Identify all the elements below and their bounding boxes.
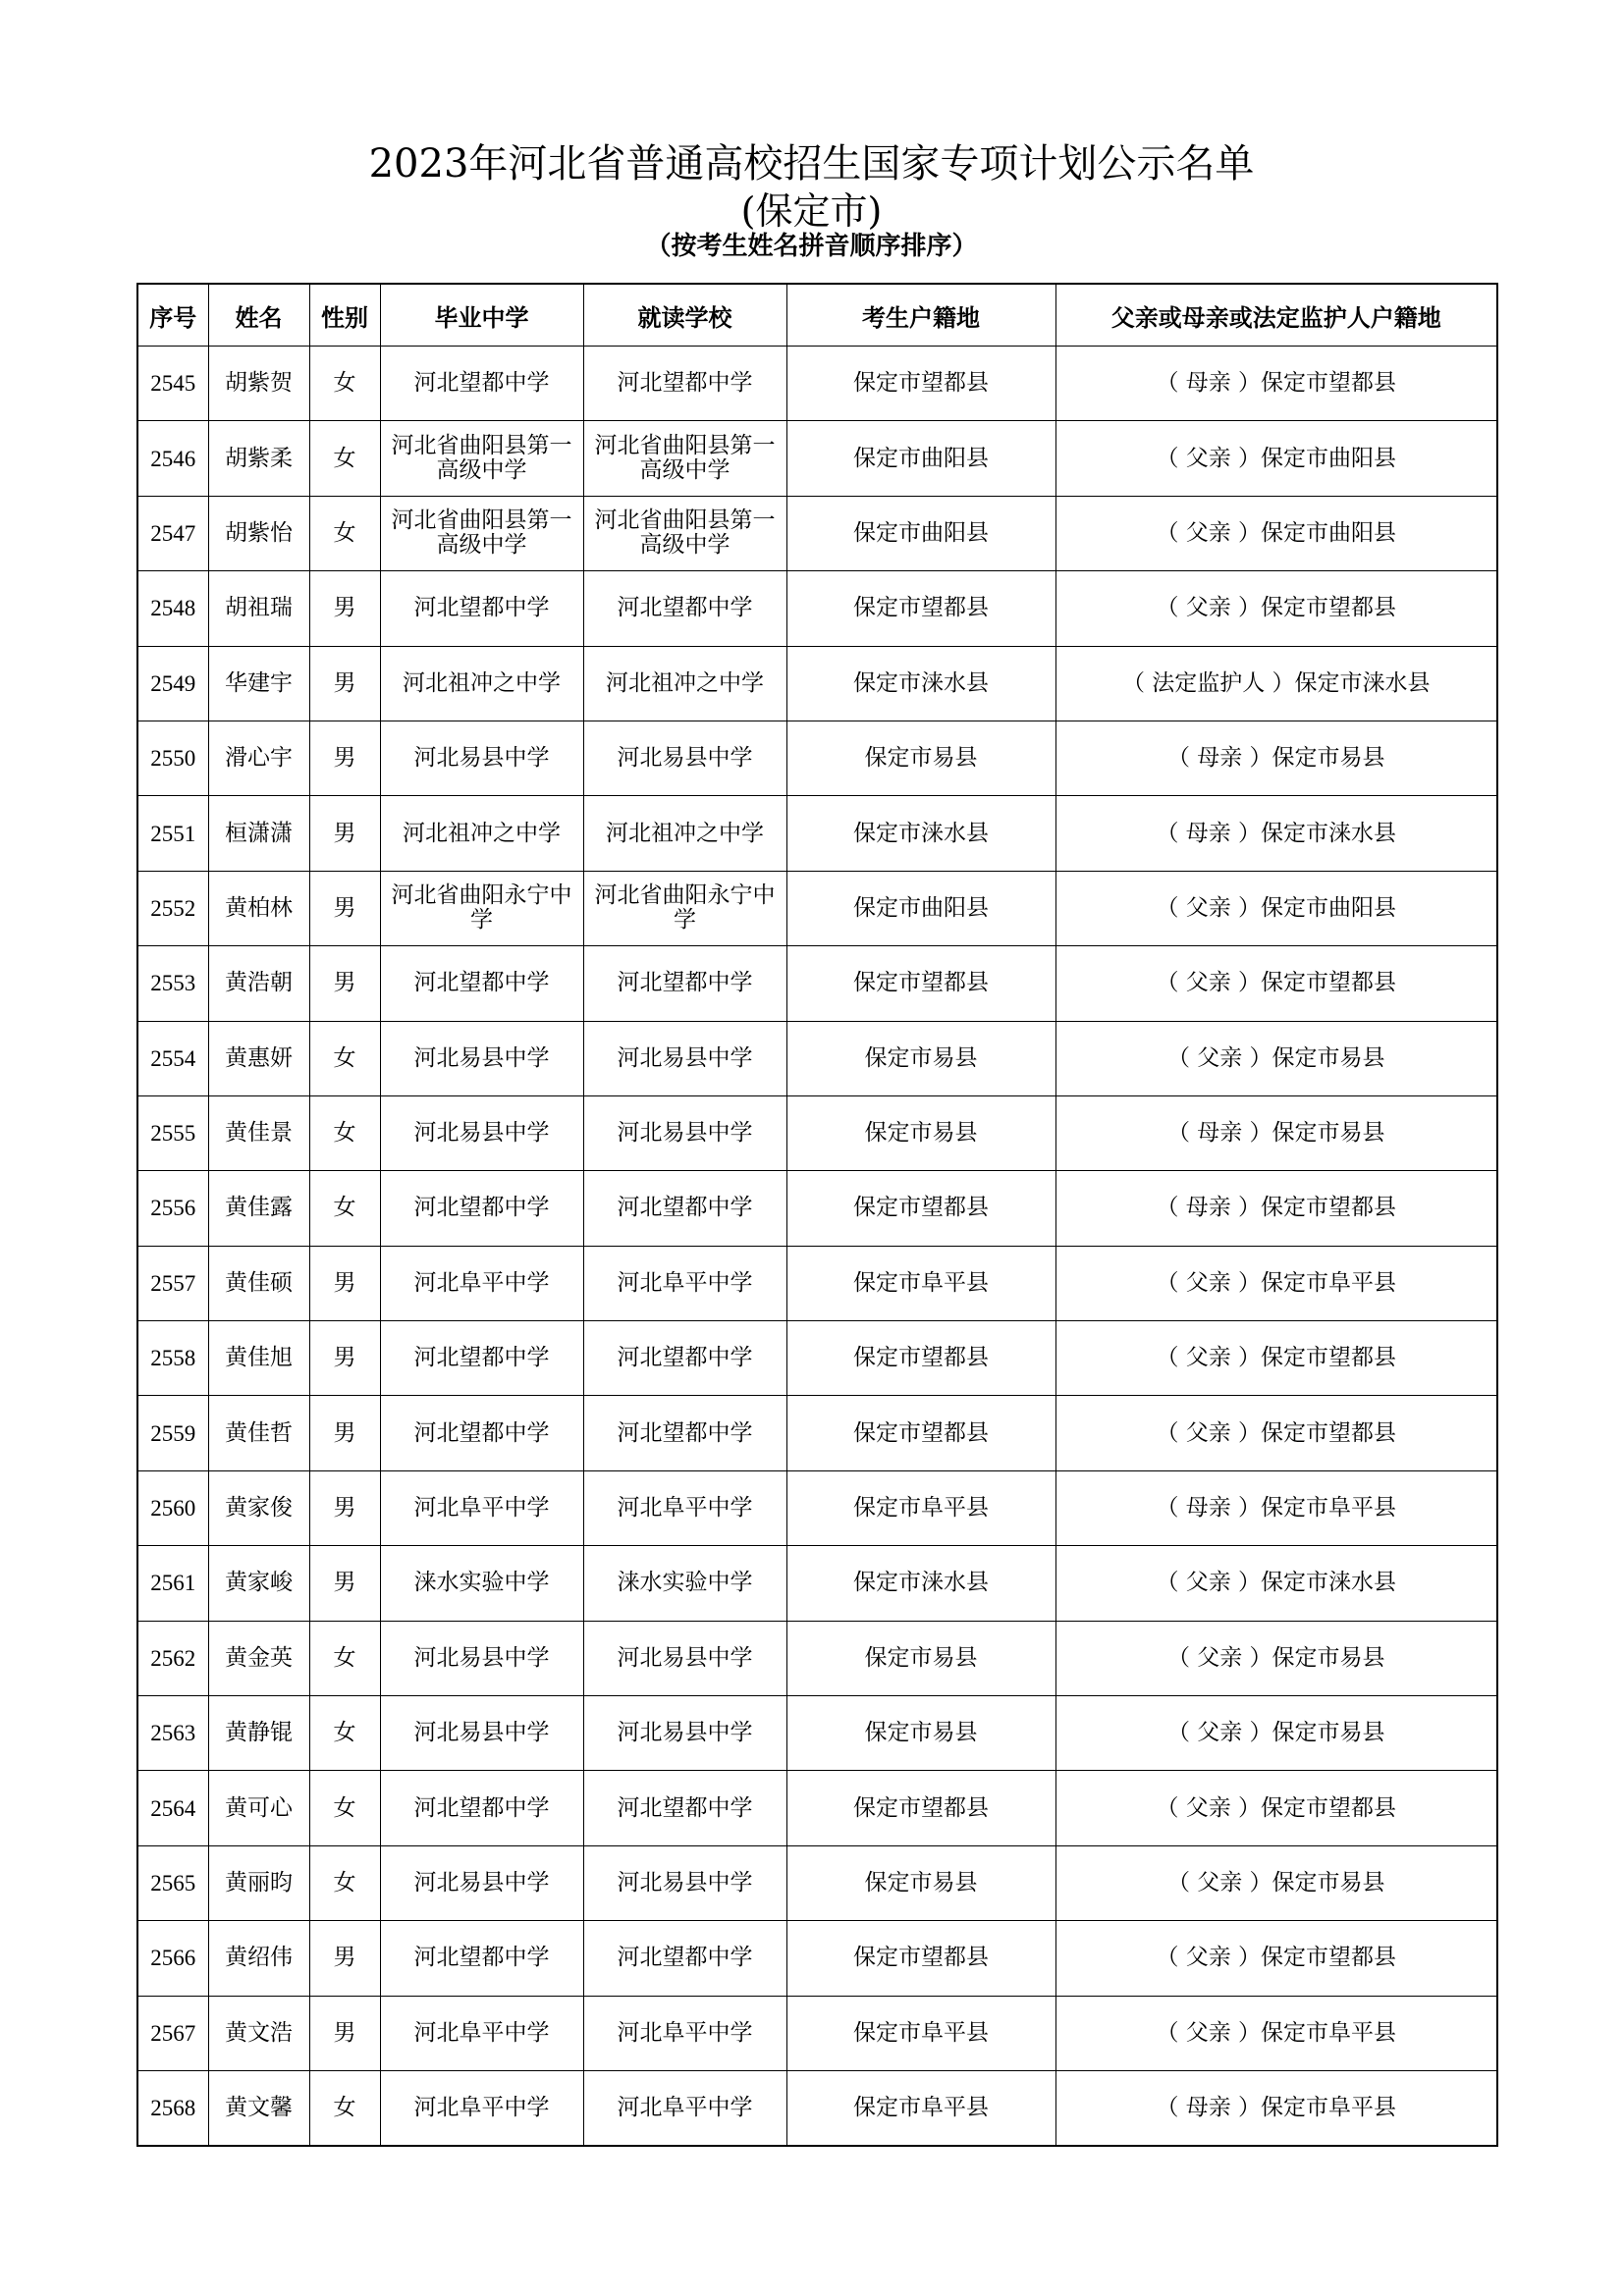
header-guardian: 父亲或母亲或法定监护人户籍地 <box>1055 284 1497 347</box>
cell-seq: 2556 <box>137 1171 208 1246</box>
cell-seq: 2559 <box>137 1396 208 1470</box>
cell-name: 黄家峻 <box>208 1546 309 1621</box>
cell-grad-school: 河北易县中学 <box>380 1696 583 1771</box>
table-row <box>137 1470 1497 1545</box>
cell-gender: 女 <box>309 1171 380 1246</box>
table-row <box>137 1171 1497 1246</box>
table-row <box>137 1246 1497 1320</box>
cell-seq: 2562 <box>137 1621 208 1695</box>
cell-grad-school: 河北易县中学 <box>380 1621 583 1695</box>
cell-seq: 2551 <box>137 796 208 871</box>
cell-seq: 2563 <box>137 1696 208 1771</box>
cell-gender: 男 <box>309 1246 380 1320</box>
table-row <box>137 421 1497 496</box>
cell-grad-school: 河北阜平中学 <box>380 1470 583 1545</box>
cell-guardian: （ 父亲 ）保定市涞水县 <box>1055 1546 1497 1621</box>
cell-household: 保定市易县 <box>786 1095 1055 1170</box>
cell-seq: 2555 <box>137 1095 208 1170</box>
cell-name: 黄可心 <box>208 1771 309 1845</box>
cell-gender: 男 <box>309 571 380 646</box>
sort-note: （按考生姓名拼音顺序排序） <box>645 232 978 261</box>
cell-grad-school: 河北望都中学 <box>380 1171 583 1246</box>
cell-gender: 男 <box>309 1921 380 1996</box>
cell-current-school: 河北望都中学 <box>583 1771 786 1845</box>
cell-gender: 女 <box>309 496 380 570</box>
cell-gender: 女 <box>309 1621 380 1695</box>
cell-guardian: （ 父亲 ）保定市易县 <box>1055 1021 1497 1095</box>
cell-household: 保定市易县 <box>786 1621 1055 1695</box>
cell-guardian: （ 父亲 ）保定市曲阳县 <box>1055 496 1497 570</box>
cell-grad-school: 河北易县中学 <box>380 721 583 795</box>
cell-seq: 2545 <box>137 347 208 421</box>
cell-household: 保定市易县 <box>786 1845 1055 1920</box>
cell-current-school: 河北望都中学 <box>583 1396 786 1470</box>
cell-gender: 女 <box>309 421 380 496</box>
cell-name: 黄家俊 <box>208 1470 309 1545</box>
cell-household: 保定市涞水县 <box>786 1546 1055 1621</box>
cell-household: 保定市望都县 <box>786 1321 1055 1396</box>
header-name: 姓名 <box>208 284 309 347</box>
cell-name: 黄文馨 <box>208 2070 309 2146</box>
cell-name: 黄佳旭 <box>208 1321 309 1396</box>
cell-gender: 男 <box>309 721 380 795</box>
cell-seq: 2560 <box>137 1470 208 1545</box>
cell-household: 保定市易县 <box>786 721 1055 795</box>
cell-guardian: （ 父亲 ）保定市阜平县 <box>1055 1246 1497 1320</box>
cell-grad-school: 河北望都中学 <box>380 571 583 646</box>
cell-guardian: （ 父亲 ）保定市曲阳县 <box>1055 421 1497 496</box>
cell-name: 黄静锟 <box>208 1696 309 1771</box>
cell-current-school: 河北易县中学 <box>583 1021 786 1095</box>
cell-gender: 男 <box>309 1996 380 2070</box>
table-row <box>137 2070 1497 2146</box>
cell-grad-school: 涞水实验中学 <box>380 1546 583 1621</box>
cell-current-school: 河北阜平中学 <box>583 2070 786 2146</box>
table-row <box>137 1921 1497 1996</box>
cell-name: 黄佳露 <box>208 1171 309 1246</box>
cell-current-school: 河北望都中学 <box>583 946 786 1021</box>
cell-grad-school: 河北阜平中学 <box>380 1246 583 1320</box>
cell-name: 黄柏林 <box>208 871 309 945</box>
cell-name: 华建宇 <box>208 646 309 721</box>
cell-seq: 2557 <box>137 1246 208 1320</box>
cell-name: 黄文浩 <box>208 1996 309 2070</box>
cell-seq: 2546 <box>137 421 208 496</box>
cell-guardian: （ 父亲 ）保定市阜平县 <box>1055 1996 1497 2070</box>
document-subtitle: (保定市) <box>740 189 883 233</box>
cell-guardian: （ 父亲 ）保定市望都县 <box>1055 1771 1497 1845</box>
cell-seq: 2550 <box>137 721 208 795</box>
cell-gender: 男 <box>309 1546 380 1621</box>
table-row <box>137 1021 1497 1095</box>
cell-name: 黄浩朝 <box>208 946 309 1021</box>
header-row <box>137 284 1497 347</box>
cell-guardian: （ 母亲 ）保定市望都县 <box>1055 1171 1497 1246</box>
cell-current-school: 河北祖冲之中学 <box>583 646 786 721</box>
table-row <box>137 1396 1497 1470</box>
cell-seq: 2565 <box>137 1845 208 1920</box>
cell-name: 胡祖瑞 <box>208 571 309 646</box>
cell-guardian: （ 父亲 ）保定市曲阳县 <box>1055 871 1497 945</box>
cell-household: 保定市望都县 <box>786 1396 1055 1470</box>
cell-current-school: 河北祖冲之中学 <box>583 796 786 871</box>
cell-name: 胡紫贺 <box>208 347 309 421</box>
cell-grad-school: 河北祖冲之中学 <box>380 646 583 721</box>
cell-current-school: 河北阜平中学 <box>583 1470 786 1545</box>
cell-guardian: （ 母亲 ）保定市易县 <box>1055 1095 1497 1170</box>
cell-current-school: 河北易县中学 <box>583 1845 786 1920</box>
cell-name: 滑心宇 <box>208 721 309 795</box>
cell-gender: 男 <box>309 1396 380 1470</box>
cell-gender: 男 <box>309 871 380 945</box>
cell-guardian: （ 父亲 ）保定市望都县 <box>1055 571 1497 646</box>
table-row <box>137 1696 1497 1771</box>
cell-household: 保定市阜平县 <box>786 1246 1055 1320</box>
cell-seq: 2549 <box>137 646 208 721</box>
cell-grad-school: 河北省曲阳县第一高级中学 <box>380 496 583 570</box>
cell-seq: 2552 <box>137 871 208 945</box>
cell-gender: 女 <box>309 1845 380 1920</box>
cell-gender: 女 <box>309 1095 380 1170</box>
table-row <box>137 347 1497 421</box>
header-current-school: 就读学校 <box>583 284 786 347</box>
table-row <box>137 721 1497 795</box>
header-gender: 性别 <box>309 284 380 347</box>
table-row <box>137 1996 1497 2070</box>
cell-household: 保定市望都县 <box>786 946 1055 1021</box>
cell-current-school: 涞水实验中学 <box>583 1546 786 1621</box>
cell-gender: 女 <box>309 1696 380 1771</box>
cell-guardian: （ 法定监护人 ）保定市涞水县 <box>1055 646 1497 721</box>
cell-household: 保定市曲阳县 <box>786 496 1055 570</box>
cell-household: 保定市阜平县 <box>786 2070 1055 2146</box>
cell-guardian: （ 母亲 ）保定市阜平县 <box>1055 2070 1497 2146</box>
cell-grad-school: 河北省曲阳县第一高级中学 <box>380 421 583 496</box>
cell-guardian: （ 父亲 ）保定市易县 <box>1055 1621 1497 1695</box>
cell-grad-school: 河北望都中学 <box>380 347 583 421</box>
cell-current-school: 河北省曲阳县第一高级中学 <box>583 421 786 496</box>
cell-current-school: 河北易县中学 <box>583 1621 786 1695</box>
candidate-table <box>136 283 1498 2147</box>
cell-household: 保定市望都县 <box>786 347 1055 421</box>
table-row <box>137 946 1497 1021</box>
cell-gender: 女 <box>309 2070 380 2146</box>
cell-grad-school: 河北易县中学 <box>380 1021 583 1095</box>
cell-current-school: 河北望都中学 <box>583 1321 786 1396</box>
cell-name: 黄佳哲 <box>208 1396 309 1470</box>
cell-grad-school: 河北望都中学 <box>380 1396 583 1470</box>
table-row <box>137 571 1497 646</box>
cell-household: 保定市易县 <box>786 1696 1055 1771</box>
cell-current-school: 河北易县中学 <box>583 721 786 795</box>
cell-seq: 2554 <box>137 1021 208 1095</box>
cell-guardian: （ 父亲 ）保定市望都县 <box>1055 1921 1497 1996</box>
cell-gender: 男 <box>309 646 380 721</box>
cell-seq: 2553 <box>137 946 208 1021</box>
cell-guardian: （ 母亲 ）保定市阜平县 <box>1055 1470 1497 1545</box>
cell-guardian: （ 母亲 ）保定市易县 <box>1055 721 1497 795</box>
cell-household: 保定市涞水县 <box>786 646 1055 721</box>
cell-current-school: 河北省曲阳永宁中学 <box>583 871 786 945</box>
cell-guardian: （ 父亲 ）保定市易县 <box>1055 1845 1497 1920</box>
header-grad-school: 毕业中学 <box>380 284 583 347</box>
cell-grad-school: 河北望都中学 <box>380 1321 583 1396</box>
table-row <box>137 1321 1497 1396</box>
cell-grad-school: 河北易县中学 <box>380 1845 583 1920</box>
cell-guardian: （ 父亲 ）保定市望都县 <box>1055 946 1497 1021</box>
cell-household: 保定市望都县 <box>786 1171 1055 1246</box>
cell-name: 黄绍伟 <box>208 1921 309 1996</box>
cell-current-school: 河北望都中学 <box>583 347 786 421</box>
cell-grad-school: 河北阜平中学 <box>380 2070 583 2146</box>
cell-name: 胡紫柔 <box>208 421 309 496</box>
cell-household: 保定市易县 <box>786 1021 1055 1095</box>
cell-name: 黄佳景 <box>208 1095 309 1170</box>
cell-current-school: 河北易县中学 <box>583 1095 786 1170</box>
cell-grad-school: 河北阜平中学 <box>380 1996 583 2070</box>
cell-current-school: 河北阜平中学 <box>583 1246 786 1320</box>
cell-seq: 2561 <box>137 1546 208 1621</box>
document-title: 2023年河北省普通高校招生国家专项计划公示名单 <box>368 141 1255 187</box>
cell-current-school: 河北望都中学 <box>583 1921 786 1996</box>
cell-household: 保定市曲阳县 <box>786 421 1055 496</box>
cell-grad-school: 河北望都中学 <box>380 946 583 1021</box>
cell-guardian: （ 父亲 ）保定市易县 <box>1055 1696 1497 1771</box>
cell-grad-school: 河北祖冲之中学 <box>380 796 583 871</box>
cell-seq: 2558 <box>137 1321 208 1396</box>
cell-seq: 2548 <box>137 571 208 646</box>
cell-seq: 2547 <box>137 496 208 570</box>
cell-guardian: （ 母亲 ）保定市涞水县 <box>1055 796 1497 871</box>
cell-guardian: （ 父亲 ）保定市望都县 <box>1055 1321 1497 1396</box>
cell-gender: 男 <box>309 946 380 1021</box>
cell-gender: 男 <box>309 796 380 871</box>
table-body <box>137 347 1497 2147</box>
table-row <box>137 496 1497 570</box>
cell-grad-school: 河北省曲阳永宁中学 <box>380 871 583 945</box>
cell-name: 黄金英 <box>208 1621 309 1695</box>
table-row <box>137 1095 1497 1170</box>
cell-grad-school: 河北易县中学 <box>380 1095 583 1170</box>
cell-household: 保定市曲阳县 <box>786 871 1055 945</box>
cell-name: 黄丽昀 <box>208 1845 309 1920</box>
cell-current-school: 河北望都中学 <box>583 571 786 646</box>
cell-household: 保定市涞水县 <box>786 796 1055 871</box>
table-row <box>137 646 1497 721</box>
cell-name: 胡紫怡 <box>208 496 309 570</box>
table-row <box>137 796 1497 871</box>
cell-grad-school: 河北望都中学 <box>380 1921 583 1996</box>
cell-current-school: 河北阜平中学 <box>583 1996 786 2070</box>
cell-name: 桓潇潇 <box>208 796 309 871</box>
table-row <box>137 1771 1497 1845</box>
cell-name: 黄惠妍 <box>208 1021 309 1095</box>
cell-seq: 2566 <box>137 1921 208 1996</box>
cell-grad-school: 河北望都中学 <box>380 1771 583 1845</box>
cell-seq: 2567 <box>137 1996 208 2070</box>
cell-guardian: （ 父亲 ）保定市望都县 <box>1055 1396 1497 1470</box>
cell-household: 保定市望都县 <box>786 1921 1055 1996</box>
cell-gender: 女 <box>309 1021 380 1095</box>
cell-gender: 女 <box>309 347 380 421</box>
table-row <box>137 871 1497 945</box>
header-seq: 序号 <box>137 284 208 347</box>
cell-current-school: 河北易县中学 <box>583 1696 786 1771</box>
cell-gender: 男 <box>309 1321 380 1396</box>
cell-seq: 2564 <box>137 1771 208 1845</box>
table-row <box>137 1546 1497 1621</box>
cell-current-school: 河北望都中学 <box>583 1171 786 1246</box>
cell-household: 保定市阜平县 <box>786 1996 1055 2070</box>
cell-current-school: 河北省曲阳县第一高级中学 <box>583 496 786 570</box>
cell-gender: 男 <box>309 1470 380 1545</box>
cell-household: 保定市阜平县 <box>786 1470 1055 1545</box>
cell-household: 保定市望都县 <box>786 571 1055 646</box>
header-household: 考生户籍地 <box>786 284 1055 347</box>
cell-guardian: （ 母亲 ）保定市望都县 <box>1055 347 1497 421</box>
cell-name: 黄佳硕 <box>208 1246 309 1320</box>
table-row <box>137 1621 1497 1695</box>
cell-seq: 2568 <box>137 2070 208 2146</box>
cell-household: 保定市望都县 <box>786 1771 1055 1845</box>
cell-gender: 女 <box>309 1771 380 1845</box>
table-row <box>137 1845 1497 1920</box>
